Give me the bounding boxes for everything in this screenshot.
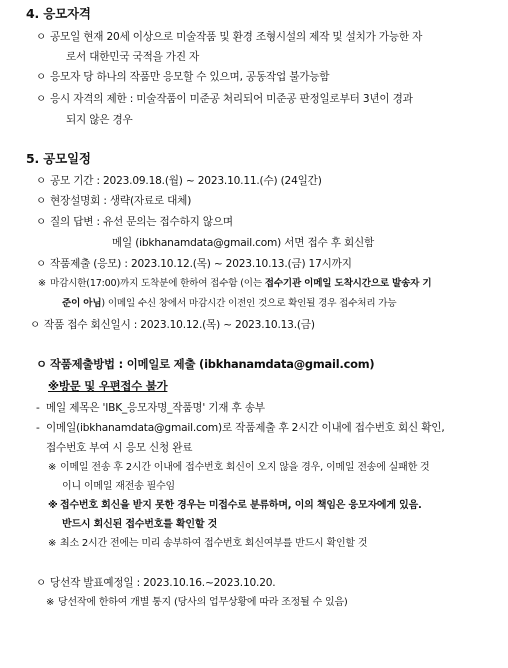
bullet: ㅇ: [36, 195, 47, 207]
bullet: ㅇ: [36, 93, 47, 105]
submission-period: ㅇ 작품제출 (응모) : 2023.10.12.(목) ~ 2023.10.13.(금) 17시까지: [36, 258, 352, 270]
qa-line-2: 메일 (ibkhanamdata@gmail.com) 서면 접수 후 회신함: [112, 237, 375, 249]
resend-note-continuation: 이니 이메일 재전송 필수임: [62, 481, 175, 492]
contest-period: ㅇ 공모 기간 : 2023.09.18.(월) ~ 2023.10.11.(수) (24일간): [36, 175, 322, 187]
bullet: ㅇ: [36, 577, 47, 589]
bullet: ㅇ: [36, 357, 47, 371]
list-item: [36, 30, 422, 44]
resend-note: ※ 이메일 전송 후 2시간 이내에 접수번호 회신이 오지 않을 경우, 이메일 전송에 실패한 것: [48, 462, 430, 473]
early-send-note: ※ 최소 2시간 전에는 미리 송부하여 접수번호 회신여부를 반드시 확인할 것: [48, 538, 368, 549]
section-5-title: 5. 공모일정: [26, 151, 91, 166]
email-rule: - 이메일(ibkhanamdata@gmail.com)로 작품제출 후 2시간 이내에 접수번호 회신 확인,: [36, 422, 445, 434]
submission-method: ㅇ 작품제출방법 : 이메일로 제출 (ibkhanamdata@gmail.com): [36, 357, 375, 371]
announcement-date: ㅇ 당선작 발표예정일 : 2023.10.16.~2023.10.20.: [36, 577, 276, 589]
list-item-text: 응시 자격의 제한 : 미술작품이 미준공 처리되어 미준공 판정일로부터 3년이 경과: [50, 93, 413, 105]
email-rule-continuation: 접수번호 부여 시 응모 신청 완료: [46, 442, 193, 454]
bullet: ㅇ: [36, 175, 47, 187]
bullet: ㅇ: [36, 258, 47, 270]
list-item-continuation: 되지 않은 경우: [66, 114, 133, 126]
list-item-continuation: 로서 대한민국 국적을 가진 자: [66, 51, 200, 63]
note-mark: ※: [48, 500, 58, 511]
unreceived-note-continuation: 반드시 회신된 접수번호를 확인할 것: [62, 519, 218, 530]
bullet: ㅇ: [36, 31, 47, 43]
note-mark: ※: [48, 462, 57, 473]
receipt-reply: ㅇ 작품 접수 회신일시 : 2023.10.12.(목) ~ 2023.10.13.(금): [30, 319, 315, 331]
section-4-title: 4. 응모자격: [26, 6, 91, 21]
no-visit-notice: ※방문 및 우편접수 불가: [48, 379, 168, 393]
deadline-note-continuation: 준이 아님) 이메일 수신 창에서 마감시간 이전인 것으로 확인될 경우 접수처리 가능: [62, 298, 397, 309]
dash: -: [36, 402, 40, 414]
note-mark: ※: [46, 597, 55, 608]
qa-line: ㅇ 질의 답변 : 유선 문의는 접수하지 않으며: [36, 216, 233, 228]
bullet: ㅇ: [36, 71, 47, 83]
announcement-note: ※ 당선작에 한하여 개별 통지 (당사의 업무상황에 따라 조정될 수 있음): [46, 597, 348, 608]
briefing: ㅇ 현장설명회 : 생략(자료로 대체): [36, 195, 192, 207]
subject-rule: - 메일 제목은 'IBK_응모자명_작품명' 기재 후 송부: [36, 402, 265, 414]
note-mark: ※: [38, 278, 46, 289]
bullet: ㅇ: [36, 216, 47, 228]
note-mark: ※: [48, 538, 57, 549]
list-item: [36, 70, 329, 84]
list-item-text: 공모일 현재 20세 이상으로 미술작품 및 환경 조형시설의 제작 및 설치가 가능한 자: [50, 31, 423, 43]
dash: -: [36, 422, 40, 434]
deadline-note: ※ 마감시한(17:00)까지 도착분에 한하여 접수함 (이는 접수기관 이메일 도착시간으로 발송자 기: [38, 278, 432, 289]
unreceived-note: ※ 접수번호 회신을 받지 못한 경우는 미접수로 분류하며, 이의 책임은 응모자에게 있음.: [48, 500, 422, 511]
bullet: ㅇ: [30, 319, 41, 331]
list-item-text: 응모자 당 하나의 작품만 응모할 수 있으며, 공동작업 불가능함: [50, 71, 330, 83]
list-item: [36, 92, 413, 106]
